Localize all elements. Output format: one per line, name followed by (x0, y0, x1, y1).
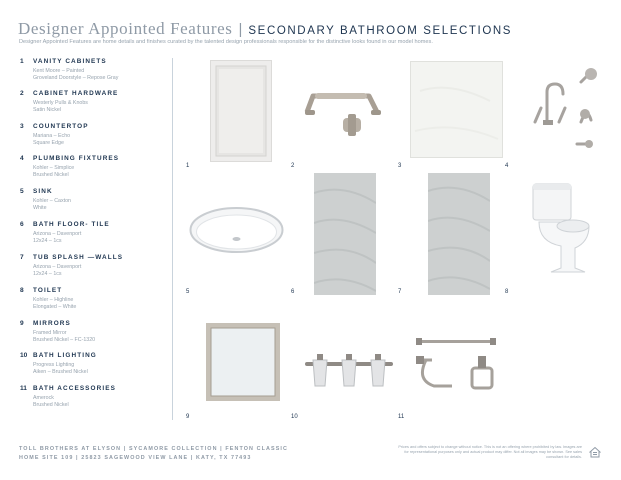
selection-name: VANITY CABINETS (33, 58, 107, 65)
selection-detail: Amerock (33, 395, 54, 401)
selection-detail: 12x24 – 1cs (33, 238, 62, 244)
bath-lighting-image (303, 346, 395, 390)
equal-housing-opportunity-icon (589, 446, 601, 458)
selection-detail: Framed Mirror (33, 330, 67, 336)
footer-community-line: TOLL BROTHERS AT ELYSON | SYCAMORE COLLECTION | FENTON CLASSIC (19, 446, 288, 452)
selection-number: 4 (20, 155, 24, 162)
selection-detail: Brushed Nickel (33, 172, 69, 178)
selection-number: 8 (20, 287, 24, 294)
selection-detail: White (33, 205, 47, 211)
vanity-cabinet-door-image (210, 60, 272, 162)
selection-detail: Brushed Nickel – FC-1320 (33, 337, 96, 343)
selection-name: TUB SPLASH —WALLS (33, 254, 124, 261)
cabinet-hardware-image (303, 84, 383, 140)
selection-number: 7 (20, 254, 24, 261)
sink-image (188, 205, 285, 255)
selection-detail: Arizona – Davenport (33, 264, 82, 270)
image-caption: 3 (398, 163, 402, 169)
selection-detail: Mariana – Echo (33, 133, 71, 139)
selection-name: TOILET (33, 287, 63, 294)
selection-name: SINK (33, 188, 53, 195)
selection-detail: Kohler – Simplice (33, 165, 75, 171)
footer-address (19, 445, 288, 463)
title-main: Designer Appointed Features (18, 19, 233, 38)
footer-homesite-line: HOME SITE 109 | 25823 SAGEWOOD VIEW LANE | KATY, TX 77493 (19, 455, 252, 461)
footer-disclaimer: Prices and offers subject to change without notice. This is not an offering where prohibited by law. Images are for representational purposes only and actual product may differ. Not all images may be shown. See sales consultant for details. (398, 445, 582, 459)
selection-detail: Kent Moore – Painted (33, 68, 85, 74)
selection-detail: Brushed Nickel (33, 402, 69, 408)
page-subtitle: Designer Appointed Features are home details and finishes curated by the talented design professionals responsible for the distinctive looks found in our model homes. (19, 39, 433, 45)
image-caption: 2 (291, 163, 295, 169)
floor-tile-image (314, 173, 376, 295)
column-divider (172, 58, 173, 420)
selection-detail: Elongated – White (33, 304, 77, 310)
selection-name: BATH FLOOR- TILE (33, 221, 110, 228)
bath-accessories-image (414, 334, 496, 394)
image-caption: 7 (398, 289, 402, 295)
selection-detail: Aiken – Brushed Nickel (33, 369, 88, 375)
selection-detail: Westerly Pulls & Knobs (33, 100, 88, 106)
mirror-image (206, 323, 280, 401)
selection-name: MIRRORS (33, 320, 71, 327)
countertop-sample-image (410, 61, 503, 158)
selection-number: 3 (20, 123, 24, 130)
selection-number: 6 (20, 221, 24, 228)
selection-detail: Kohler – Caxton (33, 198, 71, 204)
selection-detail: Square Edge (33, 140, 64, 146)
image-caption: 1 (186, 163, 190, 169)
selection-detail: Kohler – Highline (33, 297, 74, 303)
plumbing-fixtures-image (517, 62, 605, 156)
image-caption: 5 (186, 289, 190, 295)
selection-name: PLUMBING FIXTURES (33, 155, 120, 162)
image-caption: 11 (398, 414, 405, 420)
selection-number: 9 (20, 320, 24, 327)
selection-detail: Progress Lighting (33, 362, 75, 368)
image-caption: 9 (186, 414, 190, 420)
image-caption: 4 (505, 163, 509, 169)
toilet-image (531, 182, 591, 276)
image-caption: 8 (505, 289, 509, 295)
selection-number: 1 (20, 58, 24, 65)
selection-name: CABINET HARDWARE (33, 90, 119, 97)
selection-number: 10 (20, 352, 28, 359)
selection-detail: Satin Nickel (33, 107, 61, 113)
selection-number: 2 (20, 90, 24, 97)
tub-splash-tile-image (428, 173, 490, 295)
selection-detail: Arizona – Davenport (33, 231, 82, 237)
selection-name: COUNTERTOP (33, 123, 89, 130)
image-caption: 6 (291, 289, 295, 295)
selection-number: 5 (20, 188, 24, 195)
selection-number: 11 (20, 385, 27, 392)
image-caption: 10 (291, 414, 298, 420)
selection-detail: 12x24 – 1cs (33, 271, 62, 277)
selection-detail: Groveland Doorstyle – Repose Gray (33, 75, 119, 81)
title-separator: | (238, 21, 243, 38)
page-title (18, 19, 512, 39)
title-section: SECONDARY BATHROOM SELECTIONS (248, 25, 513, 37)
selection-name: BATH ACCESSORIES (33, 385, 116, 392)
selection-name: BATH LIGHTING (33, 352, 97, 359)
